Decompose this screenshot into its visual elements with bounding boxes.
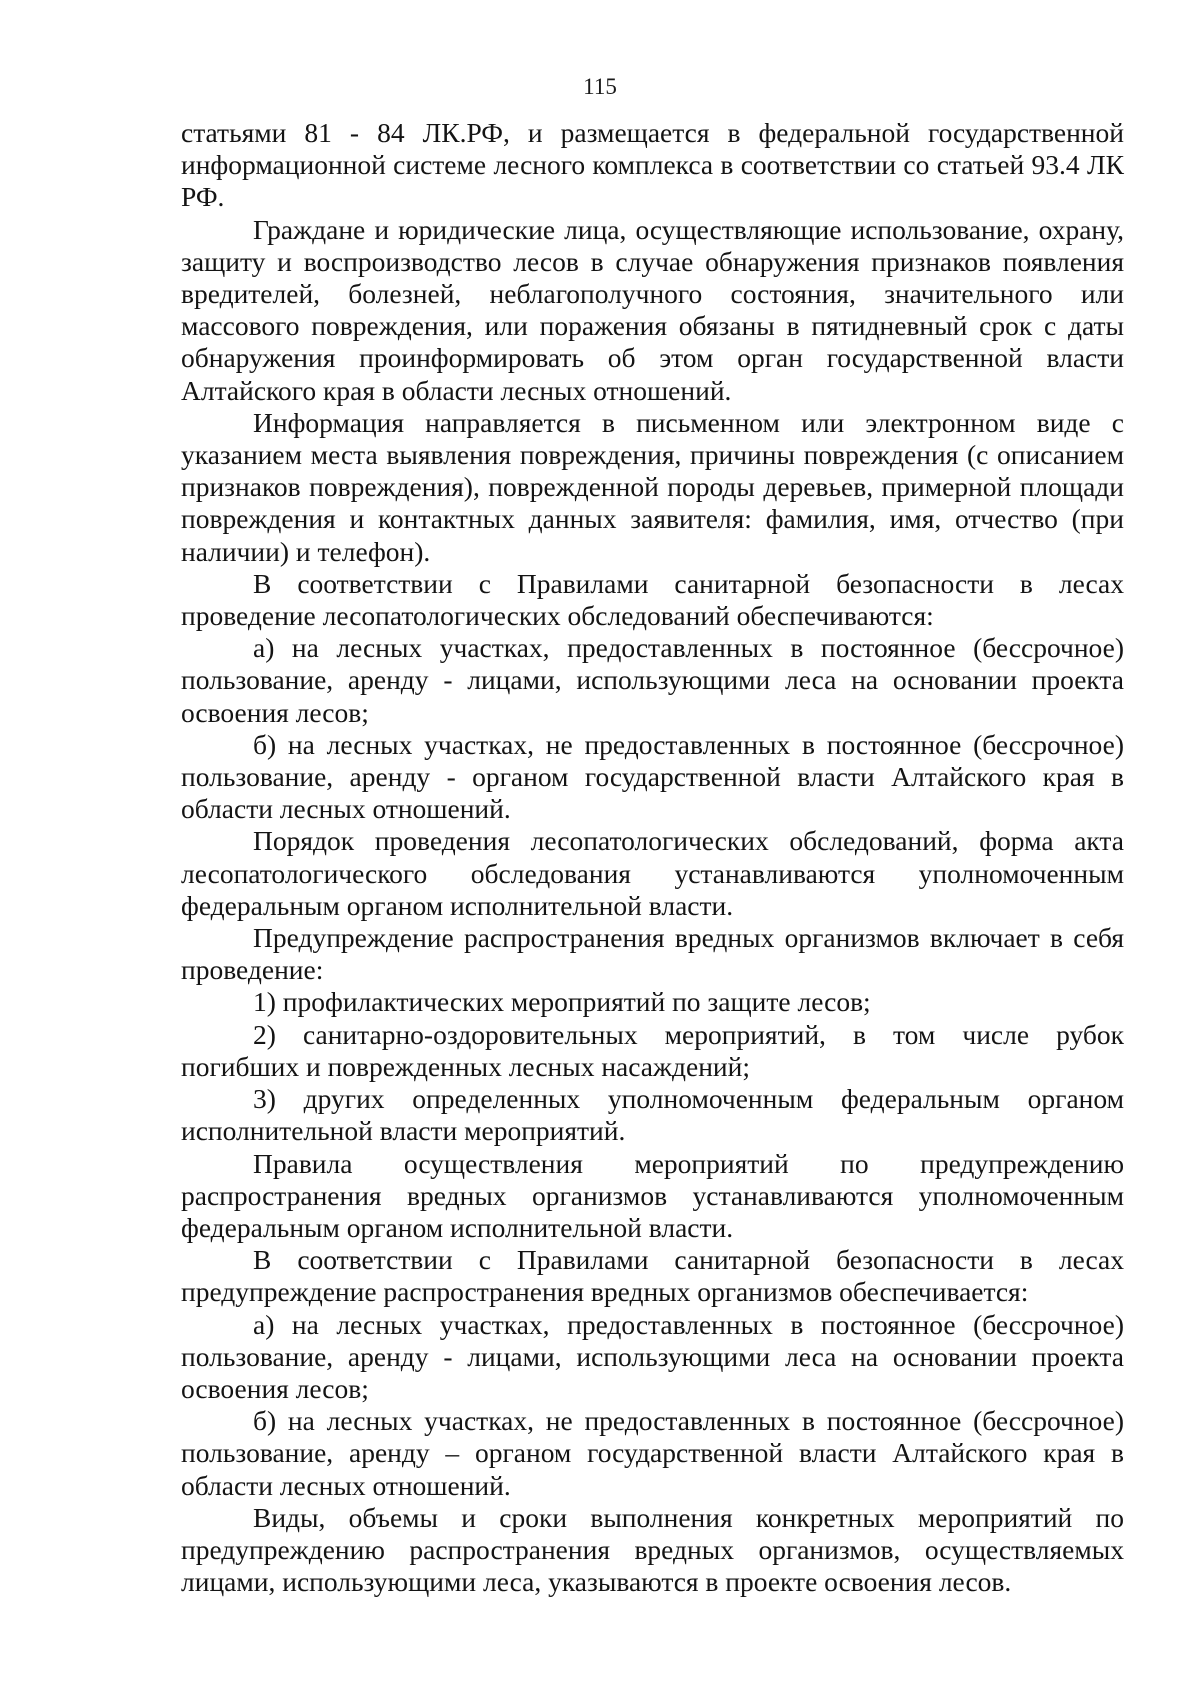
list-item-2: 2) санитарно-оздоровительных мероприятий, в том числе рубок погибших и поврежденных лесных насаждений;: [181, 1018, 1124, 1082]
paragraph-prevention-includes: Предупреждение распространения вредных организмов включает в себя проведение:: [181, 922, 1124, 986]
document-body: [181, 117, 1124, 1598]
paragraph-continuation: статьями 81 - 84 ЛК.РФ, и размещается в федеральной государственной информационной системе лесного комплекса в соответствии со статьей 93.4 ЛК РФ.: [181, 117, 1124, 213]
paragraph-information-form: Информация направляется в письменном или электронном виде с указанием места выявления повреждения, причины повреждения (с описанием признаков повреждения), поврежденной породы деревьев, примерной площади повреждения и контактных данных заявителя: фамилия, имя, отчество (при наличии) и телефон).: [181, 406, 1124, 567]
list-item-a-2: а) на лесных участках, предоставленных в постоянное (бессрочное) пользование, аренду - лицами, использующими леса на основании проекта освоения лесов;: [181, 1308, 1124, 1404]
list-item-b: б) на лесных участках, не предоставленных в постоянное (бессрочное) пользование, аренду - органом государственной власти Алтайского края в области лесных отношений.: [181, 728, 1124, 825]
list-item-3: 3) других определенных уполномоченным федеральным органом исполнительной власти мероприятий.: [181, 1083, 1124, 1147]
page-number: 115: [583, 74, 617, 99]
paragraph-prevention-provision: В соответствии с Правилами санитарной безопасности в лесах предупреждение распространения вредных организмов обеспечивается:: [181, 1244, 1124, 1308]
paragraph-prevention-rules: Правила осуществления мероприятий по предупреждению распространения вредных организмов устанавливаются уполномоченным федеральным органом исполнительной власти.: [181, 1147, 1124, 1243]
list-item-1: 1) профилактических мероприятий по защите лесов;: [253, 986, 871, 1018]
list-item-a: а) на лесных участках, предоставленных в постоянное (бессрочное) пользование, аренду - лицами, использующими леса на основании проекта освоения лесов;: [181, 632, 1124, 728]
paragraph-survey-rules: В соответствии с Правилами санитарной безопасности в лесах проведение лесопатологических обследований обеспечиваются:: [181, 567, 1124, 632]
paragraph-citizens-obligation: Граждане и юридические лица, осуществляющие использование, охрану, защиту и воспроизводство лесов в случае обнаружения признаков появления вредителей, болезней, неблагополучного состояния, значительного или массового повреждения, или поражения обязаны в пятидневный срок с даты обнаружения проинформировать об этом орган государственной власти Алтайского края в области лесных отношений.: [181, 213, 1124, 406]
paragraph-survey-procedure: Порядок проведения лесопатологических обследований, форма акта лесопатологического обследования устанавливаются уполномоченным федеральным органом исполнительной власти.: [181, 825, 1124, 921]
list-item-b-2: б) на лесных участках, не предоставленных в постоянное (бессрочное) пользование, аренду – органом государственной власти Алтайского края в области лесных отношений.: [181, 1405, 1124, 1501]
paragraph-measures-scope: Виды, объемы и сроки выполнения конкретных мероприятий по предупреждению распространения вредных организмов, осуществляемых лицами, использующими леса, указываются в проекте освоения лесов.: [181, 1501, 1124, 1598]
